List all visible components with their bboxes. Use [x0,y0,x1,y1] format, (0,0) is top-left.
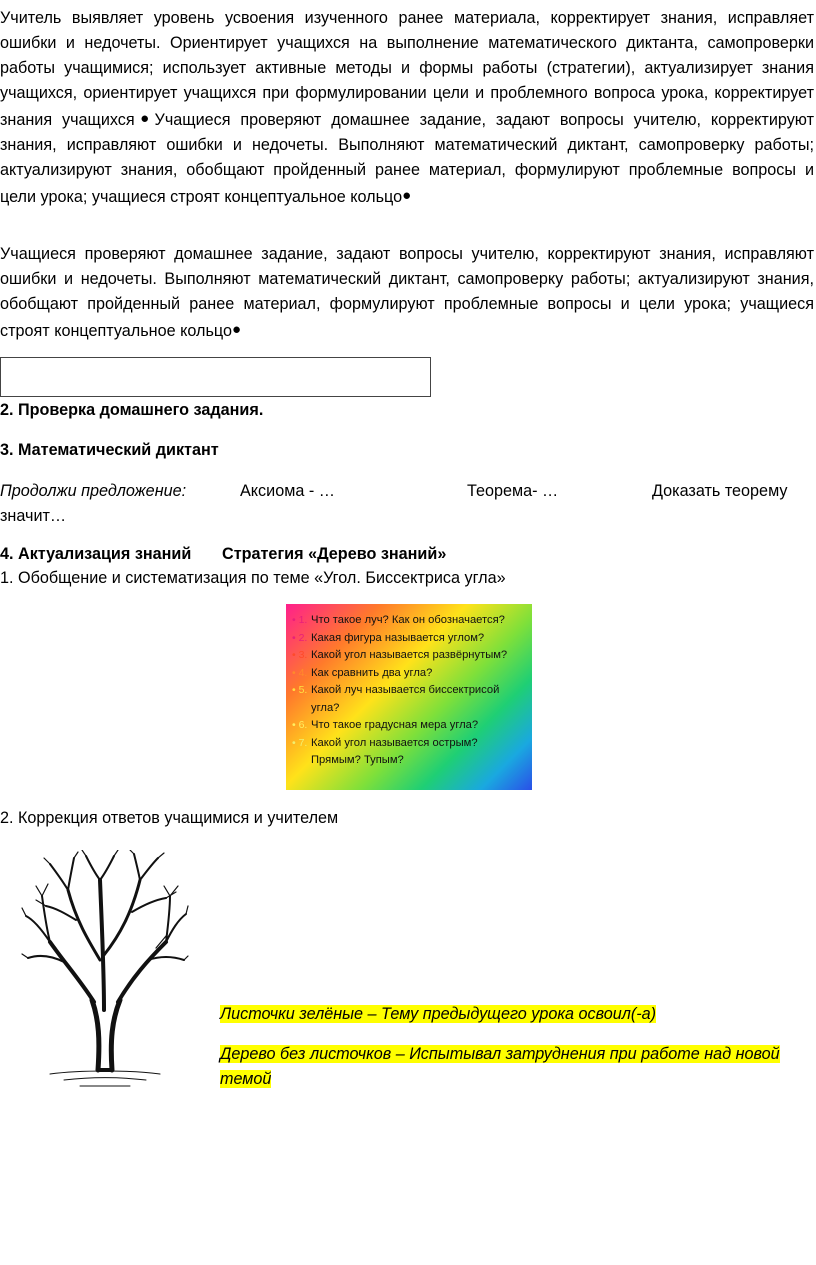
students-activity-text-repeat: Учащиеся проверяют домашнее задание, задают вопросы учителю, корректируют знания, исправляют ошибки и недочеты. Выполняют математический диктант, самопроверку работы; актуализируют знания, обобщают пройденный ранее материал, формулируют проблемные вопросы и цели урока; учащиеся строят концептуальное кольцо [0,245,814,340]
question-number: • 3. [292,649,308,661]
question-text: Какой угол называется развёрнутым? [311,649,508,661]
legend-bare-tree [220,1042,780,1092]
question-item [292,735,526,753]
dictation-item-theorem: Теорема- … [467,482,559,500]
question-item [292,682,526,717]
question-text: Что такое градусная мера угла? [311,719,479,731]
correction-line: 2. Коррекция ответов учащимися и учителем [0,809,339,827]
question-number: • 5. [292,684,308,696]
dictation-item-prove-cont: значит… [0,507,67,525]
question-item [292,647,526,665]
students-activity-text: Учащиеся проверяют домашнее задание, задают вопросы учителю, корректируют знания, исправляют ошибки и недочеты. Выполняют математический диктант, самопроверку работы; актуализируют знания, обобщают пройденный ранее материал, формулируют проблемные вопросы и цели урока; учащиеся строят концептуальное кольцо [0,111,815,206]
generalization-line: 1. Обобщение и систематизация по теме «Угол. Биссектриса угла» [0,569,506,587]
tree-icon [20,850,190,1090]
question-item [292,665,526,683]
question-number: • 2. [292,631,308,644]
section-3-title: 3. Математический диктант [0,441,219,459]
teacher-activity-text: Учитель выявляет уровень усвоения изученного ранее материала, корректирует знания, исправляет ошибки и недочеты. Ориентирует учащихся на выполнение математического диктанта, самопроверки работы учащимися; использует активные методы и формы работы (стратегии), актуализирует знания учащихся, ориентирует учащихся при формулировании цели и проблемного вопроса урока, корректирует знания учащихся [0,9,814,129]
question-number: • 7. [292,736,308,749]
question-item [292,630,526,648]
question-number: • 1. [292,614,308,626]
question-continuation: Прямым? Тупым? [311,754,404,766]
question-text: Что такое луч? Как он обозначается? [311,614,505,626]
question-number: • 6. [292,719,308,731]
question-text: Какой луч называется биссектрисой угла? [311,684,500,714]
dictation-prompt: Продолжи предложение: [0,482,187,500]
dictation-item-axiom: Аксиома - … [240,482,335,500]
question-item [292,717,526,735]
bullet-icon: ● [402,187,412,204]
teacher-activity-paragraph [0,6,814,210]
legend-green-leaves-text: Листочки зелёные – Тему предыдущего урока освоил(-а) [220,1005,657,1023]
legend-green-leaves [220,1002,656,1027]
question-item [292,612,526,630]
empty-table-cell [0,357,431,397]
bullet-icon: ● [231,321,242,338]
section-2-title: 2. Проверка домашнего задания. [0,401,264,419]
bullet-icon: ● [134,110,155,127]
section-4-title: 4. Актуализация знаний [0,545,192,563]
questions-slide [286,604,532,790]
section-4-heading [0,543,447,565]
question-number: • 4. [292,666,308,679]
dictation-item-prove: Доказать теорему [652,482,788,500]
legend-bare-tree-text: Дерево без листочков – Испытывал затруднения при работе над новой темой [220,1045,780,1088]
question-text: Какая фигура называется углом? [311,631,485,644]
students-activity-paragraph [0,242,814,344]
question-text: Какой угол называется острым? [311,736,478,749]
question-text: Как сравнить два угла? [311,666,433,679]
strategy-title: Стратегия «Дерево знаний» [222,545,447,563]
